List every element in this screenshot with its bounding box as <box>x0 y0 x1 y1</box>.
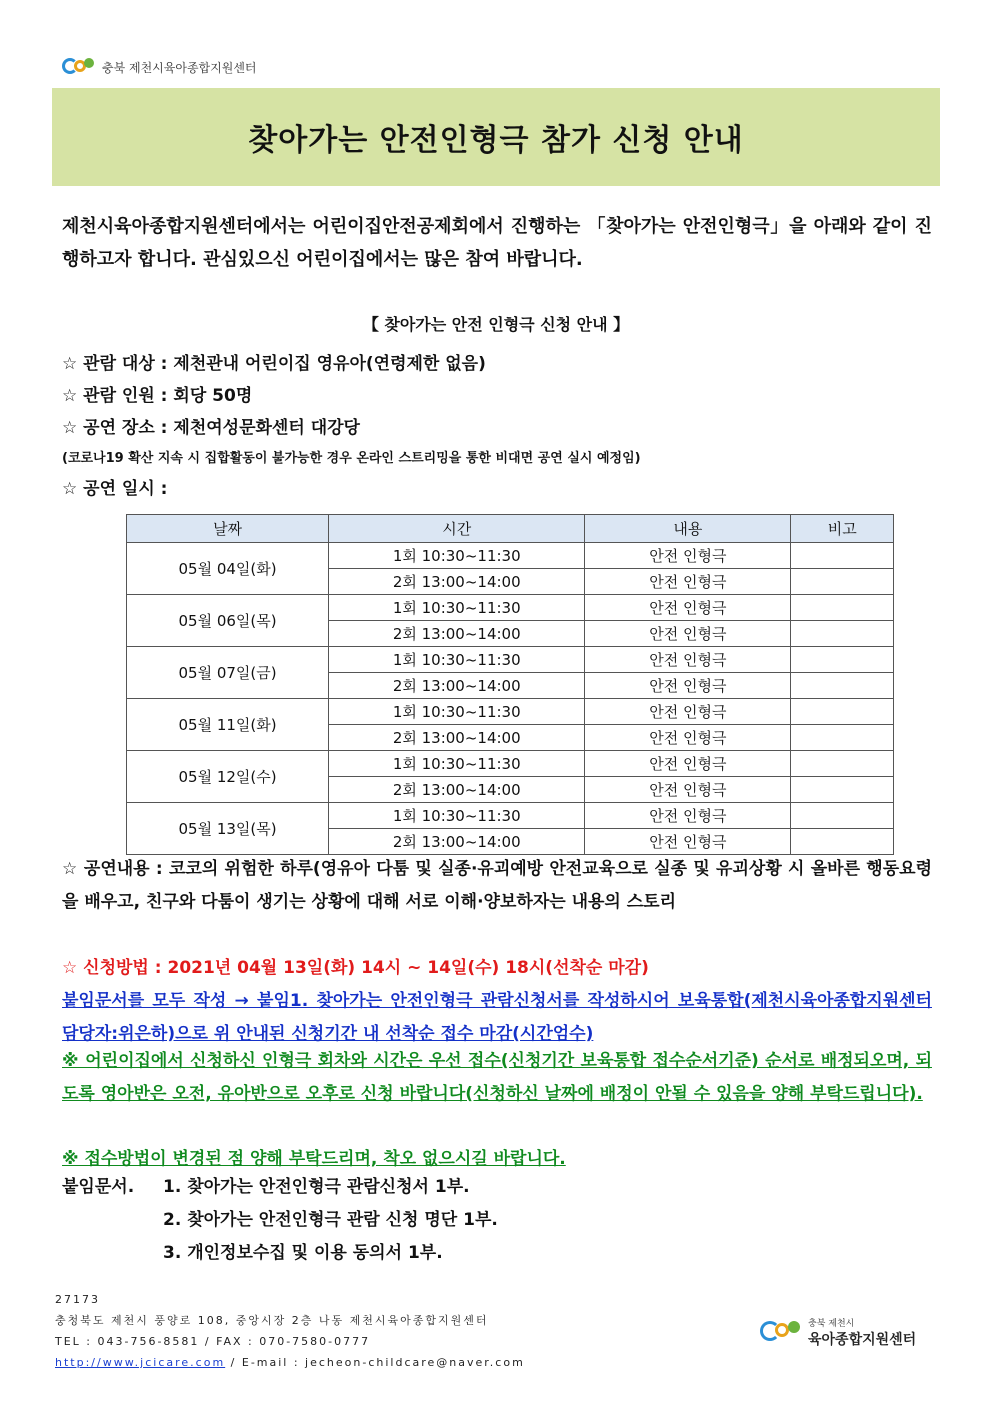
table-row <box>127 543 894 569</box>
cell-content: 안전 인형극 <box>585 673 791 699</box>
attachment-item-2: 2. 찾아가는 안전인형극 관람 신청 명단 1부. <box>163 1210 498 1230</box>
cell-time: 1회 10:30~11:30 <box>329 751 585 777</box>
header-time: 시간 <box>329 515 585 543</box>
cell-note <box>791 595 894 621</box>
cell-note <box>791 673 894 699</box>
cell-note <box>791 725 894 751</box>
cell-date: 05월 04일(화) <box>127 543 329 595</box>
cell-note <box>791 777 894 803</box>
attachments-label: 붙임문서. <box>62 1177 135 1197</box>
header-date: 날짜 <box>127 515 329 543</box>
cell-note <box>791 543 894 569</box>
header-note: 비고 <box>791 515 894 543</box>
table-row <box>127 803 894 829</box>
cell-note <box>791 569 894 595</box>
table-row <box>127 647 894 673</box>
cell-content: 안전 인형극 <box>585 569 791 595</box>
cell-time: 2회 13:00~14:00 <box>329 829 585 855</box>
footer-logo-big: 육아종합지원센터 <box>808 1332 917 1348</box>
cell-content: 안전 인형극 <box>585 621 791 647</box>
apply-instructions <box>62 985 932 1051</box>
footer-postal: 27173 <box>55 1293 100 1306</box>
info-schedule-label: ☆ 공연 일시 : <box>62 479 168 499</box>
table-header-row <box>127 515 894 543</box>
cell-date: 05월 13일(목) <box>127 803 329 855</box>
footer-logo <box>760 1316 916 1349</box>
footer-separator: / <box>225 1356 242 1369</box>
cell-date: 05월 07일(금) <box>127 647 329 699</box>
cell-time: 1회 10:30~11:30 <box>329 699 585 725</box>
website-link[interactable]: http://www.jcicare.com <box>55 1356 226 1369</box>
cell-time: 1회 10:30~11:30 <box>329 595 585 621</box>
table-row <box>127 699 894 725</box>
table-row <box>127 595 894 621</box>
header-logo <box>62 56 257 78</box>
cell-content: 안전 인형극 <box>585 647 791 673</box>
footer-address: 충청북도 제천시 풍양로 108, 중앙시장 2층 나동 제천시육아종합지원센터 <box>55 1314 489 1327</box>
cell-time: 2회 13:00~14:00 <box>329 673 585 699</box>
footer-email: E-mail : jecheon-childcare@naver.com <box>241 1356 525 1369</box>
cell-content: 안전 인형극 <box>585 595 791 621</box>
cell-content: 안전 인형극 <box>585 725 791 751</box>
intro-paragraph: 제천시육아종합지원센터에서는 어린이집안전공제회에서 진행하는 「찾아가는 안전인형극」을 아래와 같이 진행하고자 합니다. 관심있으신 어린이집에서는 많은 참여 바랍니다. <box>62 216 932 270</box>
cell-note <box>791 647 894 673</box>
footer-links <box>55 1352 525 1373</box>
apply-blue-text: 붙임문서를 모두 작성 → 붙임1. 찾아가는 안전인형극 관람신청서를 작성하시어 보육통합(제천시육아종합지원센터 담당자:위은하)으로 위 안내된 신청기간 내 선착순 접수 마감(시간엄수) <box>62 991 932 1044</box>
cell-time: 2회 13:00~14:00 <box>329 569 585 595</box>
footer-phone-fax: TEL : 043-756-8581 / FAX : 070-7580-0777 <box>55 1335 371 1348</box>
title-banner <box>52 88 940 186</box>
apply-green-text-2: ※ 접수방법이 변경된 점 양해 부탁드리며, 착오 없으시길 바랍니다. <box>62 1149 566 1169</box>
section-heading: 【 찾아가는 안전 인형극 신청 안내 】 <box>362 315 630 334</box>
cell-content: 안전 인형극 <box>585 543 791 569</box>
header-content: 내용 <box>585 515 791 543</box>
cell-note <box>791 621 894 647</box>
footer <box>55 1289 525 1373</box>
info-target: ☆ 관람 대상 : 제천관내 어린이집 영유아(연령제한 없음) <box>62 354 486 374</box>
cell-content: 안전 인형극 <box>585 829 791 855</box>
cell-content: 안전 인형극 <box>585 803 791 829</box>
info-capacity: ☆ 관람 인원 : 회당 50명 <box>62 386 253 406</box>
cell-time: 2회 13:00~14:00 <box>329 777 585 803</box>
cell-note <box>791 751 894 777</box>
cell-content: 안전 인형극 <box>585 699 791 725</box>
center-logo-icon <box>62 56 96 78</box>
cell-note <box>791 803 894 829</box>
cell-date: 05월 11일(화) <box>127 699 329 751</box>
apply-label: ☆ 신청방법 : <box>62 958 168 978</box>
cell-time: 2회 13:00~14:00 <box>329 621 585 647</box>
apply-method <box>62 952 932 985</box>
cell-time: 1회 10:30~11:30 <box>329 647 585 673</box>
cell-content: 안전 인형극 <box>585 777 791 803</box>
cell-date: 05월 12일(수) <box>127 751 329 803</box>
cell-time: 1회 10:30~11:30 <box>329 803 585 829</box>
cell-note <box>791 829 894 855</box>
cell-note <box>791 699 894 725</box>
info-venue: ☆ 공연 장소 : 제천여성문화센터 대강당 <box>62 418 360 438</box>
cell-time: 1회 10:30~11:30 <box>329 543 585 569</box>
footer-logo-small: 충북 제천시 <box>808 1319 855 1329</box>
center-logo-icon <box>760 1319 802 1347</box>
cell-time: 2회 13:00~14:00 <box>329 725 585 751</box>
attachment-item-3: 3. 개인정보수집 및 이용 동의서 1부. <box>163 1243 443 1263</box>
performance-content: ☆ 공연내용 : 코코의 위험한 하루(영유아 다툼 및 실종·유괴예방 안전교육으로 실종 및 유괴상황 시 올바른 행동요령을 배우고, 친구와 다툼이 생기는 상황에 대해 서로 이해·양보하자는 내용의 스토리 <box>62 859 932 912</box>
cell-content: 안전 인형극 <box>585 751 791 777</box>
attachment-item-1: 1. 찾아가는 안전인형극 관람신청서 1부. <box>163 1177 470 1197</box>
info-note: (코로나19 확산 지속 시 집합활동이 불가능한 경우 온라인 스트리밍을 통한 비대면 공연 실시 예정임) <box>62 451 641 466</box>
apply-notice-1 <box>62 1045 932 1111</box>
apply-period: 2021년 04월 13일(화) 14시 ~ 14일(수) 18시(선착순 마감) <box>167 958 649 978</box>
table-row <box>127 751 894 777</box>
header-logo-text: 충북 제천시육아종합지원센터 <box>102 60 257 75</box>
page-title: 찾아가는 안전인형극 참가 신청 안내 <box>248 123 744 158</box>
apply-green-text-1: ※ 어린이집에서 신청하신 인형극 회차와 시간은 우선 접수(신청기간 보육통합 접수순서기준) 순서로 배정되오며, 되도록 영아반은 오전, 유아반으로 오후로 신청 바랍니다(신청하신 날짜에 배정이 안될 수 있음을 양해 부탁드립니다). <box>62 1051 932 1104</box>
cell-date: 05월 06일(목) <box>127 595 329 647</box>
schedule-table <box>126 514 894 855</box>
